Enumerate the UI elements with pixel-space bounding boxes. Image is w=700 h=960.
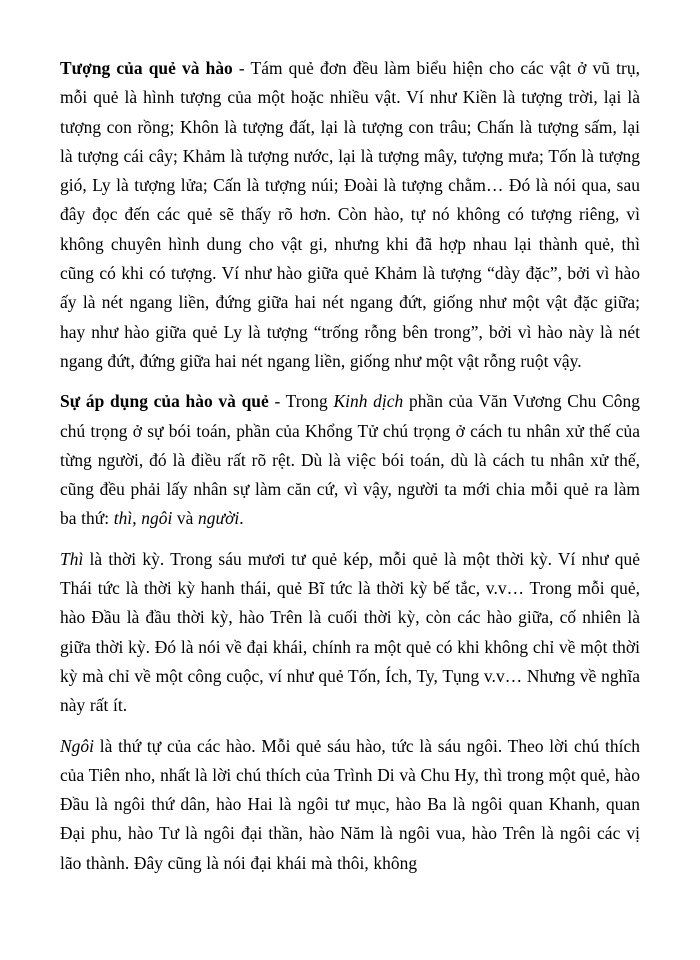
body-text: là thứ tự của các hào. Mỗi quẻ sáu hào, tức là sáu ngôi. Theo lời chú thích của Tiên nho, nhất là lời chú thích của Trình Di và Chu Hy, thì trong một quẻ, hào Đầu là ngôi thứ dân, hào Hai là ngôi tư mục, hào Ba là ngôi quan Khanh, quan Đại phu, hào Tư là ngôi đại thần, hào Năm là ngôi vua, hào Trên là ngôi các vị lão thành. Đây cũng là nói đại khái mà thôi, không xyxy=(60,735,640,873)
paragraph-ngoi xyxy=(60,732,640,878)
emphasis-text: Ngôi xyxy=(60,735,95,756)
paragraph-tuong-cua-que-va-hao xyxy=(60,54,640,376)
paragraph-su-ap-dung-cua-hao-va-que xyxy=(60,387,640,533)
emphasis-text: thì, ngôi xyxy=(113,508,173,529)
paragraph-lead-label: Sự áp dụng của hào và quẻ xyxy=(60,391,269,412)
body-text: là thời kỳ. Trong sáu mươi tư quẻ kép, mỗi quẻ là một thời kỳ. Ví như quẻ Thái tức là thời kỳ hanh thái, quẻ Bĩ tức là thời kỳ bế tắc, v.v… Trong mỗi quẻ, hào Đầu là đầu thời kỳ, hào Trên là cuối thời kỳ, còn các hào giữa, cố nhiên là giữa thời kỳ. Đó là nói về đại khái, chính ra một quẻ có khi không chỉ về một thời kỳ mà chỉ về một công cuộc, ví như quẻ Tốn, Ích, Ty, Tụng v.v… Nhưng về nghĩa này rất ít. xyxy=(60,548,640,716)
emphasis-text: người xyxy=(198,508,240,529)
body-text: phần của Văn Vương Chu Công chú trọng ở sự bói toán, phần của Khổng Tử chú trọng ở cách tu nhân xử thế của từng người, đó là điều rất rõ rệt. Dù là việc bói toán, dù là cách tu nhân xử thế, cũng đều phải lấy nhân sự làm căn cứ, vì vậy, người ta mới chia mỗi quẻ ra làm ba thứ: xyxy=(60,391,640,529)
body-text: - Trong xyxy=(268,391,334,412)
body-text: và xyxy=(172,508,199,529)
emphasis-text: Thì xyxy=(60,548,84,569)
body-text: . xyxy=(239,508,244,529)
body-text: - Tám quẻ đơn đều làm biểu hiện cho các vật ở vũ trụ, mỗi quẻ là hình tượng của một hoặc nhiều vật. Ví như Kiền là tượng trời, lại là tượng con rồng; Khôn là tượng đất, lại là tượng con trâu; Chấn là tượng sấm, lại là tượng cái cây; Khảm là tượng nước, lại là tượng mây, tượng mưa; Tốn là tượng gió, Ly là tượng lửa; Cấn là tượng núi; Đoài là tượng chằm… Đó là nói qua, sau đây đọc đến các quẻ sẽ thấy rõ hơn. Còn hào, tự nó không có tượng riêng, vì không chuyên hình dung cho vật gi, nhưng khi đã hợp nhau lại thành quẻ, thì cũng có khi có tượng. Ví như hào giữa quẻ Khảm là tượng “dày đặc”, bởi vì hào ấy là nét ngang liền, đứng giữa hai nét ngang đứt, giống như một vật đặc giữa; hay như hào giữa quẻ Ly là tượng “trống rỗng bên trong”, bởi vì hào này là nét ngang đứt, đứng giữa hai nét ngang liền, giống như một vật rỗng ruột vậy. xyxy=(60,58,640,371)
paragraph-thi xyxy=(60,545,640,721)
paragraph-lead-label: Tượng của quẻ và hào xyxy=(60,58,233,78)
document-body xyxy=(60,54,640,878)
emphasis-text: Kinh dịch xyxy=(333,391,404,412)
